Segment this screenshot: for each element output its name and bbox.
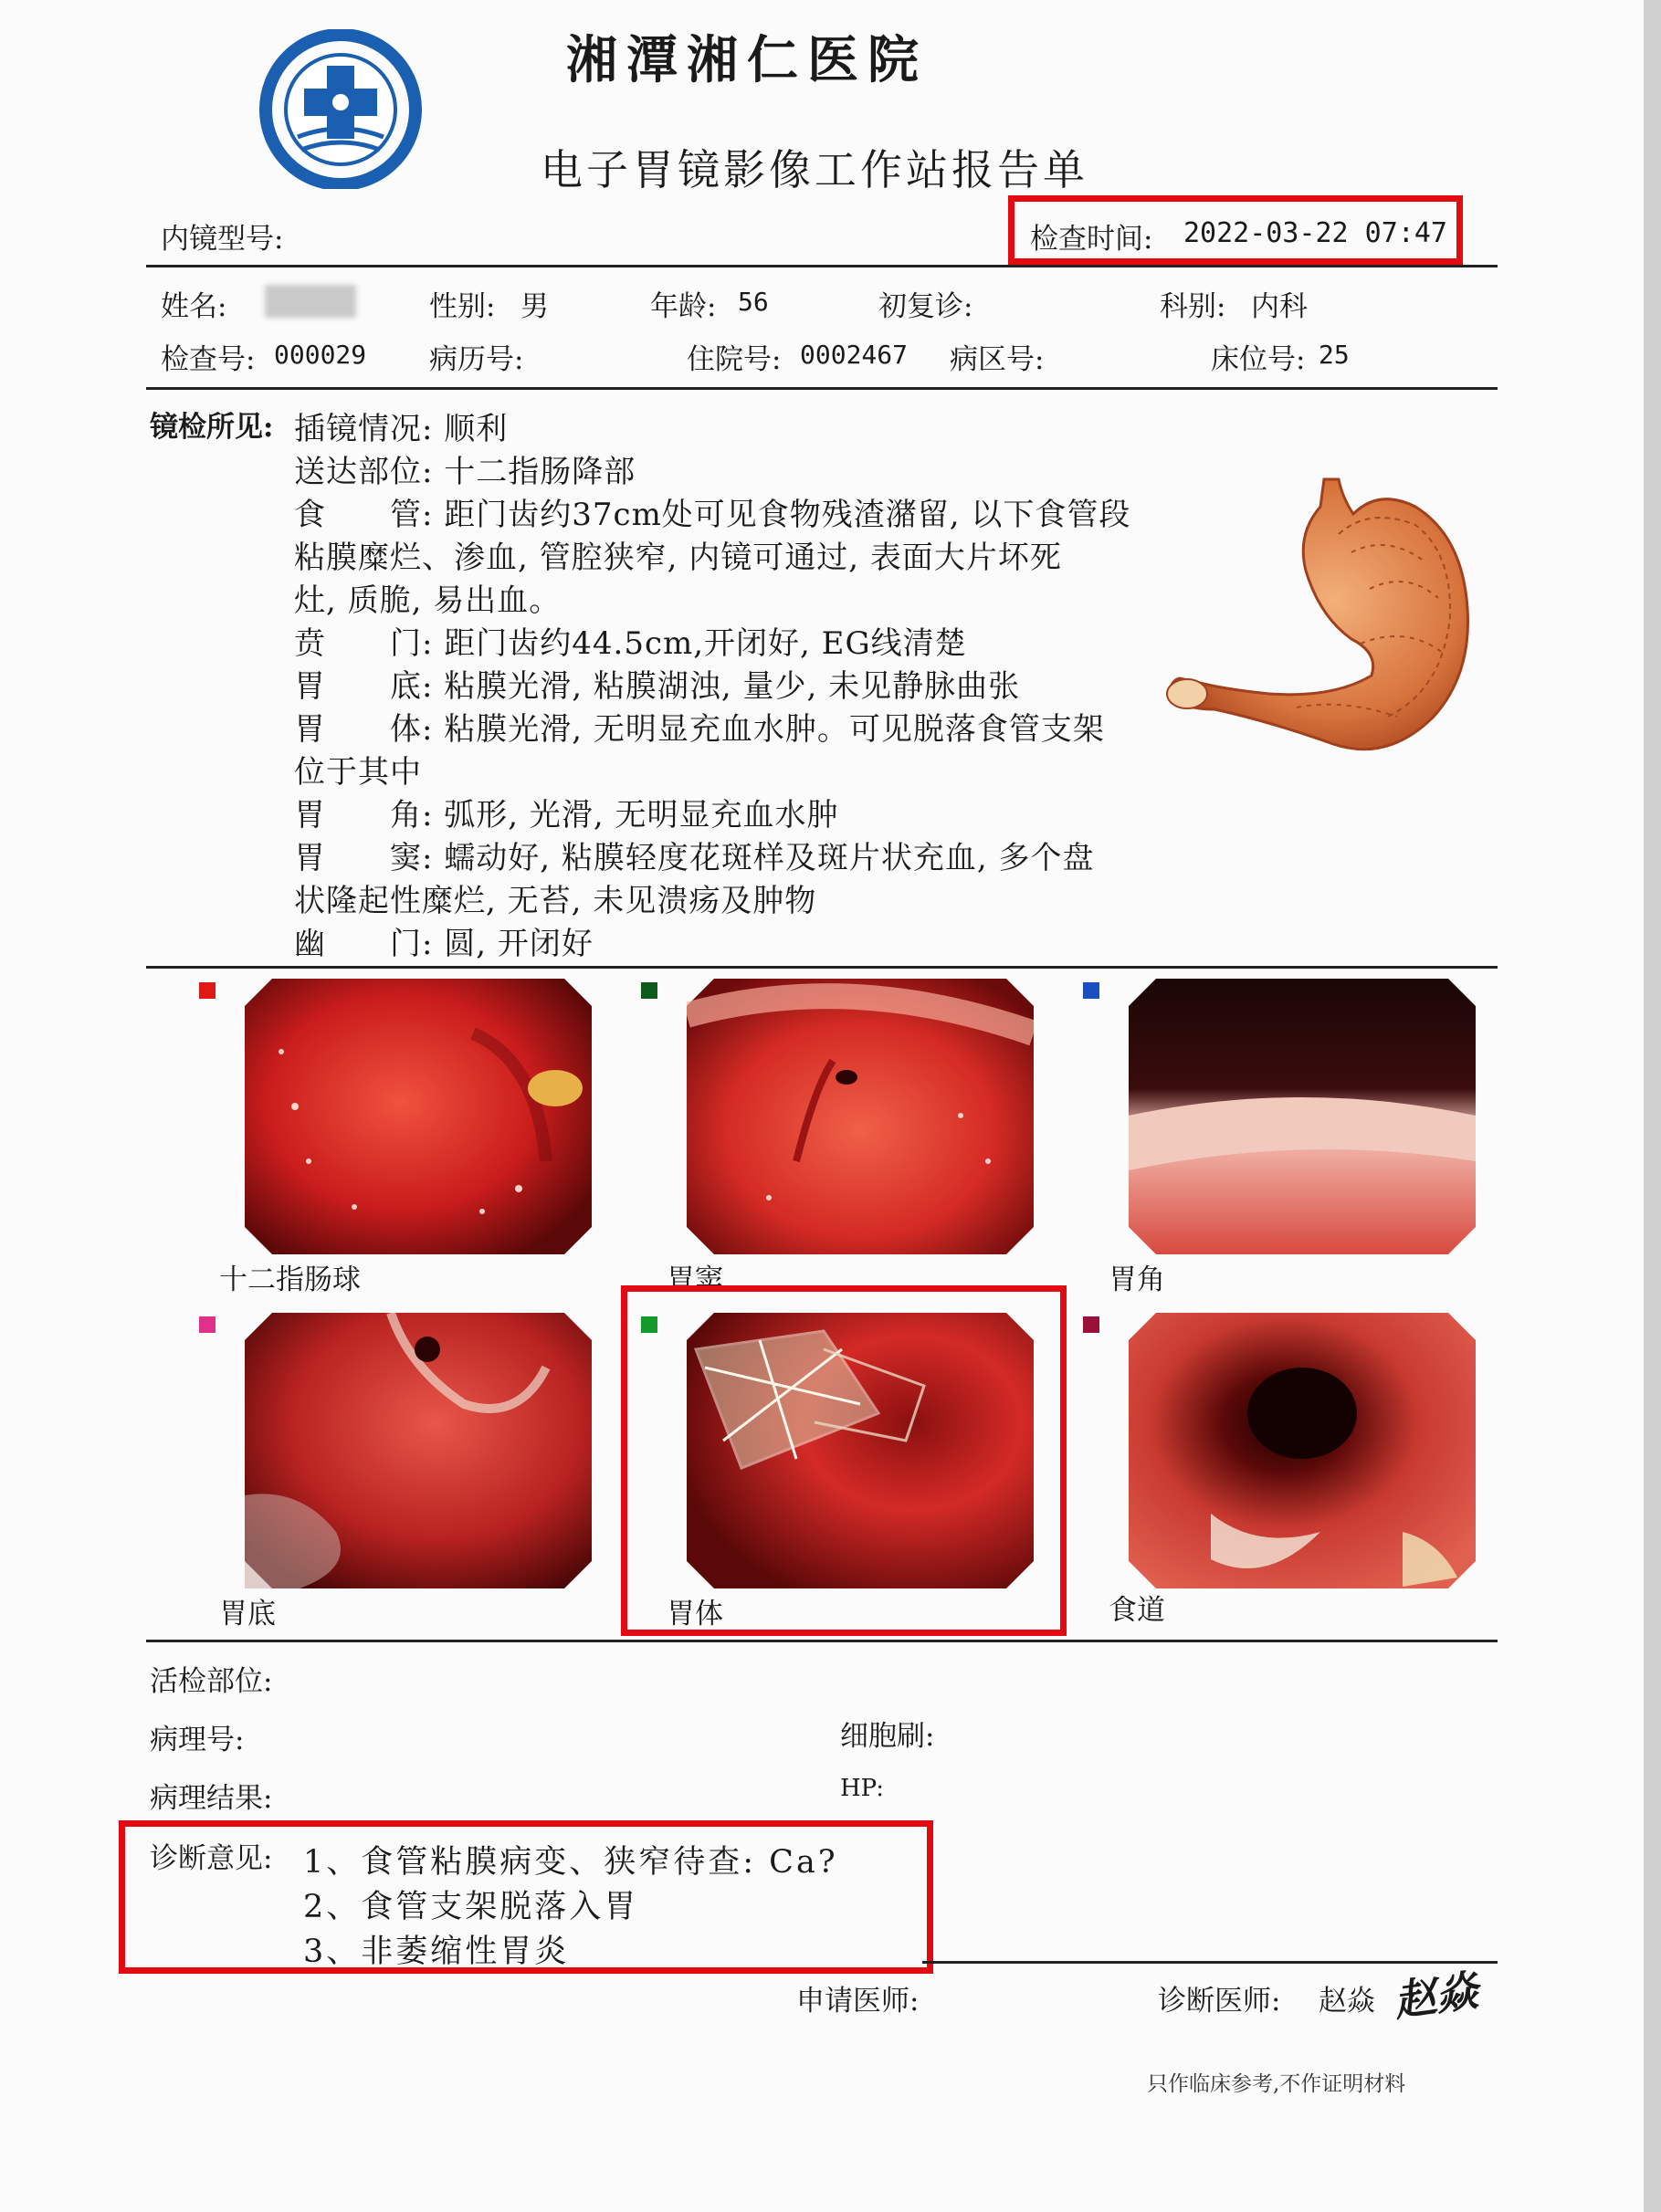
endoscopy-image-duodenal-bulb[interactable] xyxy=(245,979,592,1254)
hospital-name: 湘潭湘仁医院 xyxy=(566,30,928,90)
finding-line: 灶, 质脆, 易出血。 xyxy=(294,582,562,619)
finding-line: 胃 体: 粘膜光滑, 无明显充血水肿。可见脱落食管支架 xyxy=(294,711,1105,748)
doctor-signature: 赵焱 xyxy=(1391,1965,1481,2027)
requesting-doctor-label: 申请医师: xyxy=(796,1985,920,2018)
exam-time-highlight xyxy=(1008,195,1463,265)
finding-line: 贲 门: 距门齿约44.5cm,开闭好, EG线清楚 xyxy=(294,625,967,662)
image-caption: 十二指肠球 xyxy=(219,1263,361,1296)
inpatient-no-value: 0002467 xyxy=(800,340,909,370)
pathology-result-label: 病理结果: xyxy=(150,1782,273,1815)
record-no-label: 病历号: xyxy=(429,343,524,376)
endoscope-model-label: 内镜型号: xyxy=(161,223,284,256)
visit-label: 初复诊: xyxy=(878,290,973,323)
name-label: 姓名: xyxy=(161,290,227,323)
finding-line: 插镜情况: 顺利 xyxy=(294,411,509,447)
image-marker xyxy=(1083,982,1099,999)
divider-findings xyxy=(146,966,1498,969)
finding-line: 幽 门: 圆, 开闭好 xyxy=(294,926,594,962)
age-label: 年龄: xyxy=(650,290,717,323)
diagnosis-item: 3、非萎缩性胃炎 xyxy=(303,1934,570,1970)
diagnosing-doctor-name: 赵焱 xyxy=(1319,1985,1375,2018)
endoscopy-image-esophagus[interactable] xyxy=(1129,1313,1476,1588)
dept-label: 科别: xyxy=(1160,290,1226,323)
diagnosis-label: 诊断意见: xyxy=(150,1842,273,1875)
bed-value: 25 xyxy=(1319,340,1350,370)
report-title: 电子胃镜影像工作站报告单 xyxy=(541,145,1088,194)
page-edge-shadow xyxy=(1644,0,1661,2212)
bed-label: 床位号: xyxy=(1211,343,1306,376)
image-marker xyxy=(1083,1316,1099,1333)
finding-line: 胃 角: 弧形, 光滑, 无明显充血水肿 xyxy=(294,797,839,833)
gender-value: 男 xyxy=(520,290,549,323)
findings-label: 镜检所见: xyxy=(150,411,274,444)
inpatient-no-label: 住院号: xyxy=(687,343,782,376)
finding-line: 位于其中 xyxy=(294,754,422,791)
diagnosing-doctor-label: 诊断医师: xyxy=(1158,1985,1281,2018)
exam-no-value: 000029 xyxy=(274,340,367,370)
hospital-logo xyxy=(254,29,427,189)
cytology-label: 细胞刷: xyxy=(840,1720,935,1753)
image-caption: 胃窦 xyxy=(667,1263,723,1296)
divider-images xyxy=(146,1640,1498,1642)
divider-patient xyxy=(146,387,1498,390)
pathology-no-label: 病理号: xyxy=(150,1724,245,1756)
image-caption: 胃体 xyxy=(667,1598,723,1630)
endoscopy-image-angle[interactable] xyxy=(1129,979,1476,1254)
finding-line: 食 管: 距门齿约37cm处可见食物残渣潴留, 以下食管段 xyxy=(294,497,1131,533)
exam-no-label: 检查号: xyxy=(161,343,256,376)
diagnosis-item: 2、食管支架脱落入胃 xyxy=(303,1889,639,1925)
finding-line: 胃 底: 粘膜光滑, 粘膜湖浊, 量少, 未见静脉曲张 xyxy=(294,668,1021,705)
image-marker xyxy=(199,982,216,999)
stent-image-highlight xyxy=(621,1285,1067,1636)
ward-label: 病区号: xyxy=(950,343,1045,376)
image-marker xyxy=(641,982,657,999)
image-caption: 食道 xyxy=(1109,1594,1165,1627)
diagnosis-highlight xyxy=(119,1820,933,1974)
image-caption: 胃底 xyxy=(219,1598,276,1630)
image-caption: 胃角 xyxy=(1109,1263,1165,1296)
hp-label: HP: xyxy=(840,1775,885,1802)
image-marker xyxy=(199,1316,216,1333)
name-redacted xyxy=(265,285,356,318)
endoscopy-image-antrum[interactable] xyxy=(687,979,1034,1254)
finding-line: 送达部位: 十二指肠降部 xyxy=(294,454,636,490)
diagnosis-item: 1、食管粘膜病变、狭窄待查: Ca? xyxy=(303,1844,838,1881)
age-value: 56 xyxy=(738,287,769,317)
disclaimer: 只作临床参考,不作证明材料 xyxy=(1147,2072,1406,2096)
endoscopy-image-fundus[interactable] xyxy=(245,1313,592,1588)
divider-diagnosis xyxy=(922,1961,1498,1964)
stomach-illustration xyxy=(1160,470,1488,781)
exam-time-value: 2022-03-22 07:47 xyxy=(1183,217,1447,249)
finding-line: 胃 窦: 蠕动好, 粘膜轻度花斑样及斑片状充血, 多个盘 xyxy=(294,840,1095,876)
biopsy-site-label: 活检部位: xyxy=(150,1665,273,1698)
exam-time-label: 检查时间: xyxy=(1030,223,1153,256)
finding-line: 状隆起性糜烂, 无苔, 未见溃疡及肿物 xyxy=(294,883,817,919)
gender-label: 性别: xyxy=(429,290,496,323)
dept-value: 内科 xyxy=(1251,290,1308,323)
divider-header xyxy=(146,265,1498,267)
finding-line: 粘膜糜烂、渗血, 管腔狭窄, 内镜可通过, 表面大片坏死 xyxy=(294,540,1062,576)
